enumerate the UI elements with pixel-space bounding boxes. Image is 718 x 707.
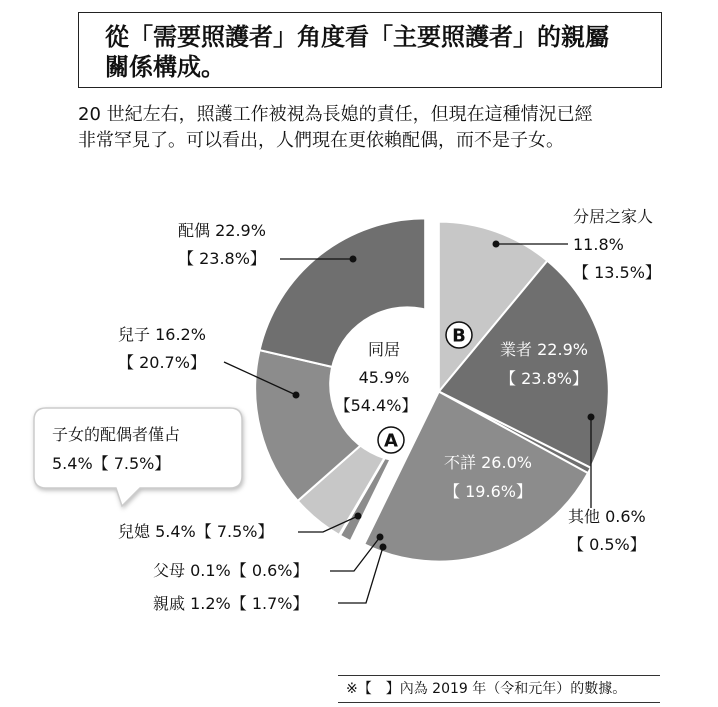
callout-line-1: 子女的配偶者僅占	[52, 425, 181, 444]
note-rule-top	[338, 675, 660, 676]
leader-dot-兒子	[293, 392, 300, 399]
marker-a-letter: A	[384, 430, 398, 452]
marker-a	[378, 427, 404, 453]
callout-bubble	[34, 408, 242, 506]
slice-label-業者-1: 【 23.8%】	[500, 369, 588, 388]
group-label-cohabit-1: 45.9%	[358, 368, 410, 387]
leader-dot-其他	[588, 414, 595, 421]
slice-label-分居之家人-2: 【 13.5%】	[573, 263, 661, 282]
note-rule-bottom	[338, 702, 660, 703]
slice-label-兒媳-0: 兒媳 5.4%【 7.5%】	[118, 522, 274, 541]
subtitle-line-1: 20 世紀左右，照護工作被視為長媳的責任，但現在這種情況已經	[78, 104, 593, 125]
subtitle-line-2: 非常罕見了。可以看出，人們現在更依賴配偶，而不是子女。	[78, 130, 564, 151]
slice-label-其他-0: 其他 0.6%	[568, 507, 646, 526]
slice-label-配偶-0: 配偶 22.9%	[178, 221, 266, 240]
leader-dot-父母	[377, 534, 384, 541]
leader-line-親戚	[338, 547, 383, 603]
slice-label-其他-1: 【 0.5%】	[568, 535, 646, 554]
slice-label-親戚-0: 親戚 1.2%【 1.7%】	[153, 594, 309, 613]
marker-b-letter: B	[452, 325, 466, 347]
leader-dot-兒媳	[355, 513, 362, 520]
slice-label-業者-0: 業者 22.9%	[500, 340, 588, 359]
slice-label-配偶-1: 【 23.8%】	[178, 249, 266, 268]
leader-dot-配偶	[350, 256, 357, 263]
leader-dot-親戚	[380, 544, 387, 551]
slice-label-不詳-1: 【 19.6%】	[444, 482, 532, 501]
slice-label-不詳-0: 不詳 26.0%	[444, 453, 532, 472]
footnote: ※【 】內為 2019 年（令和元年）的數據。	[346, 681, 627, 697]
slice-label-分居之家人-1: 11.8%	[573, 235, 624, 254]
slice-label-分居之家人-0: 分居之家人	[573, 207, 654, 226]
slice-label-兒子-1: 【 20.7%】	[118, 353, 206, 372]
title-line-1: 從「需要照護者」角度看「主要照護者」的親屬	[105, 23, 609, 51]
callout-line-2: 5.4%【 7.5%】	[52, 454, 171, 473]
marker-b	[446, 322, 472, 348]
slice-label-兒子-0: 兒子 16.2%	[118, 325, 206, 344]
leader-dot-分居之家人	[493, 241, 500, 248]
group-label-cohabit-0: 同居	[367, 340, 401, 359]
group-label-cohabit-2: 【54.4%】	[334, 396, 418, 415]
slice-label-父母-0: 父母 0.1%【 0.6%】	[153, 561, 309, 580]
title-line-2: 關係構成。	[105, 53, 225, 81]
